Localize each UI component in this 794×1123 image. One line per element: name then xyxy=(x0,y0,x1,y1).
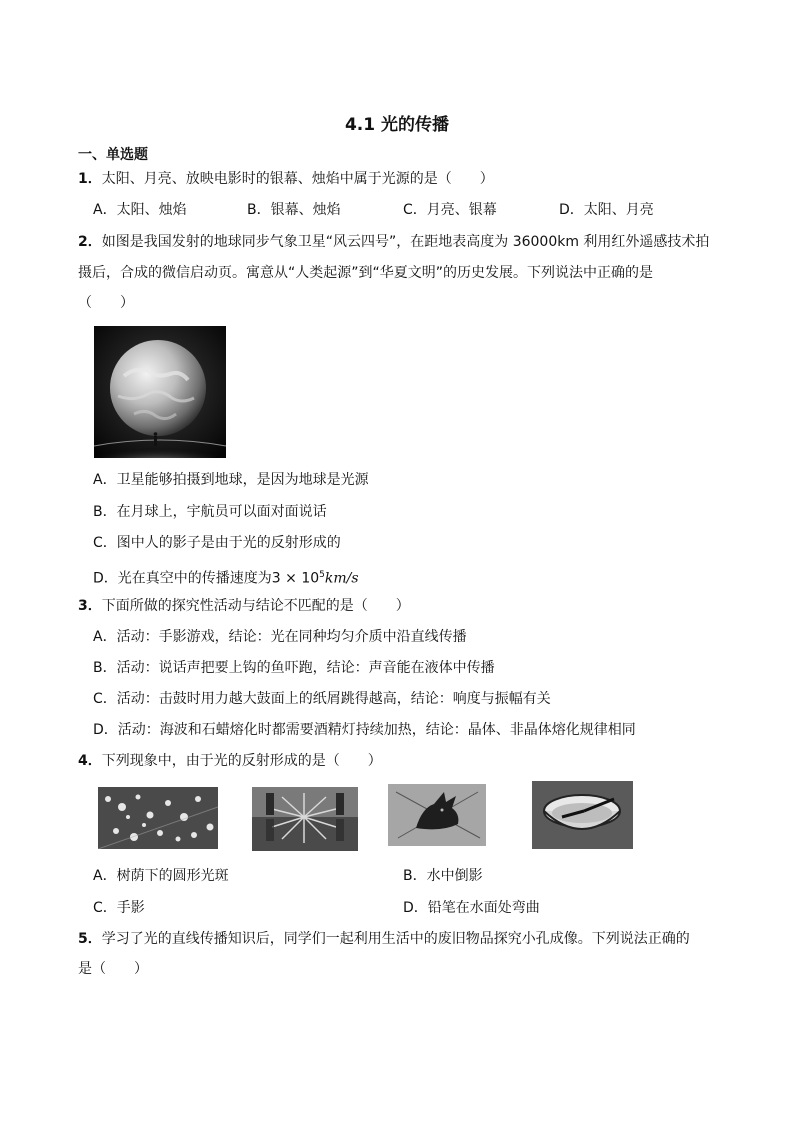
question-5-line-2: 是（ ） xyxy=(78,961,148,977)
question-2 xyxy=(78,232,709,252)
pencil-in-water-illustration xyxy=(532,781,633,849)
question-5 xyxy=(78,929,690,949)
q2-option-b: B．在月球上，宇航员可以面对面说话 xyxy=(93,504,327,520)
earth-photo xyxy=(94,326,226,458)
question-number: 5． xyxy=(78,931,102,947)
q1-option-a: A．太阳、烛焰 xyxy=(93,202,187,218)
q4-option-b: B．水中倒影 xyxy=(403,868,483,884)
question-text: 下面所做的探究性活动与结论不匹配的是（ ） xyxy=(101,598,410,614)
question-4 xyxy=(78,751,382,771)
q4-option-a: A．树荫下的圆形光斑 xyxy=(93,868,229,884)
q2-option-a: A．卫星能够拍摄到地球，是因为地球是光源 xyxy=(93,472,369,488)
tree-shade-illustration xyxy=(98,787,218,849)
q1-option-b: B．银幕、烛焰 xyxy=(247,202,341,218)
earth-illustration xyxy=(94,326,226,458)
q4-option-c: C．手影 xyxy=(93,900,145,916)
section-heading: 一、单选题 xyxy=(78,147,148,163)
question-3 xyxy=(78,596,410,616)
question-text: 如图是我国发射的地球同步气象卫星“风云四号”，在距地表高度为 36000km 利用红外遥感技术拍 xyxy=(101,234,710,250)
question-1 xyxy=(78,169,494,189)
question-2-line-3: （ ） xyxy=(78,295,134,311)
q3-option-a: A．活动：手影游戏，结论：光在同种均匀介质中沿直线传播 xyxy=(93,629,467,645)
question-text: 太阳、月亮、放映电影时的银幕、烛焰中属于光源的是（ ） xyxy=(101,171,494,187)
water-reflection-photo xyxy=(252,787,358,851)
speed-value: 3 × 10 xyxy=(271,570,320,587)
question-number: 3． xyxy=(78,598,102,614)
question-number: 2． xyxy=(78,234,102,250)
hand-shadow-illustration xyxy=(388,784,486,846)
speed-exponent: 5 xyxy=(319,570,325,580)
question-2-line-2: 摄后，合成的微信启动页。寓意从“人类起源”到“华夏文明”的历史发展。下列说法中正确的是 xyxy=(78,265,654,281)
question-number: 4． xyxy=(78,753,102,769)
q2-option-c: C．图中人的影子是由于光的反射形成的 xyxy=(93,535,341,551)
page-title: 4.1 光的传播 xyxy=(344,115,450,135)
question-text: 下列现象中，由于光的反射形成的是（ ） xyxy=(101,753,382,769)
q3-option-c: C．活动：击鼓时用力越大鼓面上的纸屑跳得越高，结论：响度与振幅有关 xyxy=(93,691,551,707)
hand-shadow-photo xyxy=(388,784,486,846)
q1-option-d: D．太阳、月亮 xyxy=(559,202,654,218)
option-text: D．光在真空中的传播速度为 xyxy=(93,570,272,587)
q3-option-d: D．活动：海波和石蜡熔化时都需要酒精灯持续加热，结论：晶体、非晶体熔化规律相同 xyxy=(93,722,636,738)
q4-option-d: D．铅笔在水面处弯曲 xyxy=(403,900,540,916)
pencil-in-water-photo xyxy=(532,781,633,849)
speed-unit: km/s xyxy=(324,570,359,587)
question-text: 学习了光的直线传播知识后，同学们一起利用生活中的废旧物品探究小孔成像。下列说法正确的 xyxy=(101,931,690,947)
q3-option-b: B．活动：说话声把要上钩的鱼吓跑，结论：声音能在液体中传播 xyxy=(93,660,495,676)
question-number: 1． xyxy=(78,171,102,187)
tree-shade-photo xyxy=(98,787,218,849)
q2-option-d xyxy=(93,565,359,589)
q1-option-c: C．月亮、银幕 xyxy=(403,202,497,218)
water-reflection-illustration xyxy=(252,787,358,851)
